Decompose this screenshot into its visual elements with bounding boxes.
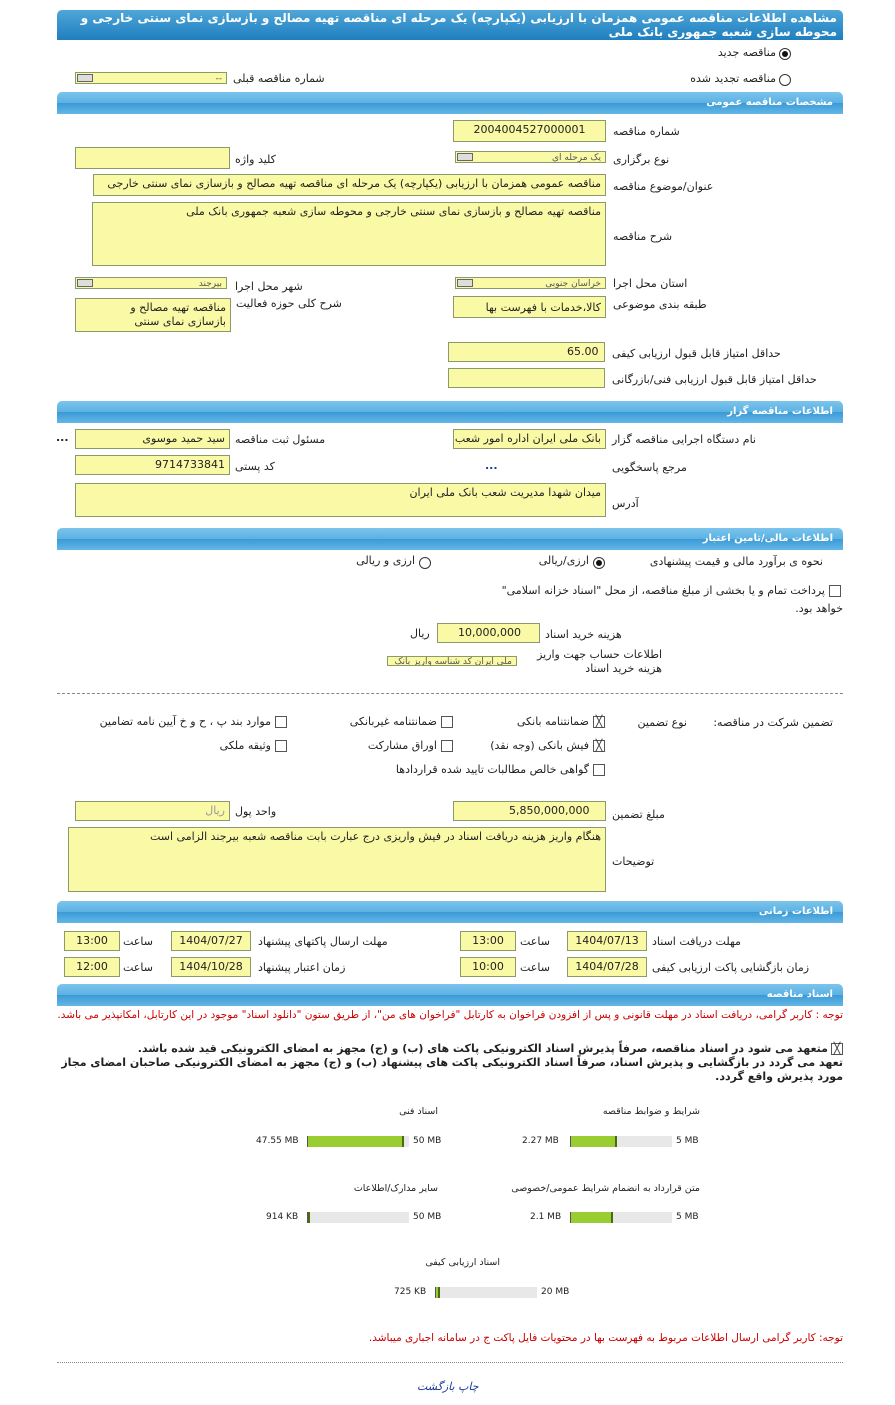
label: کلید واژه [235,153,276,166]
label: توضیحات [612,855,655,868]
label: آدرس [612,497,639,510]
radio-rial[interactable] [593,557,605,569]
commit-text-2: تعهد می گردد در بازگشایی و پذیرش اسناد، صرفاً اسناد الکترونیکی پاکت های پیشنهاد (ب) و (ج) مجهز به امضای الکترونیکی صاحبان امضای مجاز مورد پذیرش واقع گردد. [61,1056,843,1083]
g-claims-checkbox[interactable] [593,764,605,776]
label: گواهی خالص مطالبات تایید شده قراردادها [395,763,589,776]
file-size: 914 KB [266,1212,299,1222]
back-link[interactable]: بازگشت [417,1380,455,1393]
label: حداقل امتیاز قابل قبول ارزیابی فنی/بازرگانی [612,373,817,386]
file-label: متن قرارداد به انضمام شرایط عمومی/خصوصی [511,1183,700,1194]
account-select[interactable]: ملی ایران کد شناسه واریز بانک [387,656,517,666]
g-bonds-checkbox[interactable] [441,740,453,752]
guarantee-amount-field[interactable]: 5,850,000,000 [453,801,606,821]
label: پرداخت تمام و یا بخشی از مبلغ مناقصه، از محل "اسناد خزانه اسلامی" [501,584,825,597]
label: شهر محل اجرا [235,280,303,293]
radio-renewed[interactable] [779,74,791,86]
label: ارزی/ریالی [538,554,589,567]
label: مرجع پاسخگویی [612,461,687,474]
file-progress-fill [571,1136,617,1147]
subject-field[interactable]: مناقصه عمومی همزمان با ارزیابی (یکپارچه) یک مرحله ای مناقصه تهیه مصالح و بازسازی نمای سنتی خارجی [93,174,606,196]
divider [57,693,843,694]
label: هزینه خرید اسناد [545,628,622,641]
g-nonbank-checkbox[interactable] [441,716,453,728]
notes-field[interactable]: هنگام واریز هزینه دریافت اسناد در فیش واریزی درج عبارت بابت مناقصه شعبه بیرجند الزامی است [68,827,606,892]
submit-time[interactable]: 13:00 [64,931,120,951]
label: مسئول ثبت مناقصه [235,433,326,446]
file-size: 2.27 MB [522,1136,559,1146]
label: خواهد بود. [795,602,843,615]
docs-note: توجه : کاربر گرامی، دریافت اسناد در مهلت قانونی و پس از افزودن فراخوان به کارتابل "فراخوان های من"، از طریق ستون "دانلود اسناد" موجود در این کارتابل، امکانپذیر می باشد. [57,1009,843,1021]
commit-checkbox[interactable]: ╳ [831,1043,843,1055]
label: مبلغ تضمین [612,808,665,821]
file-size: 725 KB [394,1287,427,1297]
label: ساعت [520,935,550,948]
commit-text: متعهد می شود در اسناد مناقصه، صرفاً پذیرش اسناد الکترونیکی پاکت های (ب) و (ج) مجهز به امضای الکترونیکی قید شده باشد. [137,1042,828,1055]
file-label: شرایط و ضوابط مناقصه [602,1106,700,1117]
submit-date[interactable]: 1404/07/27 [171,931,251,951]
label: مهلت ارسال پاکتهای پیشنهاد [258,935,388,948]
label: شرح کلی حوزه فعالیت [236,297,342,310]
file-size: 2.1 MB [530,1212,562,1222]
file-progress-fill [436,1287,440,1298]
organizer-field[interactable]: بانک ملی ایران اداره امور شعب [453,429,606,449]
registrar-field[interactable]: سید حمید موسوی [75,429,230,449]
label: فیش بانکی (وجه نقد) [490,739,589,752]
radio-new-label: مناقصه جدید [717,46,776,59]
file-max-size: 50 MB [413,1136,442,1146]
g-other-checkbox[interactable] [275,716,287,728]
label: طبقه بندی موضوعی [613,298,707,311]
radio-renewed-label: مناقصه تجدید شده [690,72,776,85]
file-progress-bar [307,1136,409,1147]
label: ساعت [520,961,550,974]
section-general: مشخصات مناقصه عمومی [57,92,843,114]
file-progress-bar [570,1136,672,1147]
label: ضمانتنامه غیربانکی [349,715,437,728]
label: واحد پول [235,805,277,818]
label: ساعت [123,935,153,948]
file-progress-bar [307,1212,409,1223]
commit-block [45,1042,843,1084]
label: حداقل امتیاز قابل قبول ارزیابی کیفی [612,347,781,360]
prev-number-label: شماره مناقصه قبلی [233,72,325,85]
address-field[interactable]: میدان شهدا مدیریت شعب بانک ملی ایران [75,483,606,517]
label: ارزی و ریالی [356,554,415,567]
label: وثیقه ملکی [219,739,271,752]
label: شرح مناقصه [613,230,673,243]
g-property-checkbox[interactable] [275,740,287,752]
label: کد پستی [235,460,275,473]
file-max-size: 20 MB [541,1287,570,1297]
file-max-size: 5 MB [676,1136,699,1146]
label: ریال [410,627,430,640]
reference-link[interactable]: ... [485,459,498,472]
prev-number-select[interactable]: -- [75,72,227,84]
label: اوراق مشارکت [367,739,437,752]
file-progress-fill [308,1136,404,1147]
city-select[interactable]: بیرجند [75,277,227,289]
commit-line-1 [45,1042,843,1056]
file-label: اسناد ارزیابی کیفی [425,1257,500,1268]
footer-note: توجه: کاربر گرامی ارسال اطلاعات مربوط به فهرست بها در محتویات فایل پاکت ج در سامانه اجباری میباشد. [368,1332,843,1344]
activity-listbox[interactable]: مناقصه تهیه مصالح و بازسازی نمای سنتی [75,298,231,332]
min-tech-field[interactable] [448,368,605,388]
file-label: اسناد فنی [399,1106,438,1117]
g-bank-checkbox[interactable]: ╳ [593,716,605,728]
label: عنوان/موضوع مناقصه [613,180,714,193]
description-field[interactable]: مناقصه تهیه مصالح و بازسازی نمای سنتی خارجی و محوطه سازی شعبه جمهوری بانک ملی [92,202,606,266]
province-select[interactable]: خراسان جنوبی [455,277,606,289]
currency-field[interactable]: ریال [75,801,230,821]
opening-time[interactable]: 10:00 [460,957,516,977]
file-max-size: 5 MB [676,1212,699,1222]
file-progress-bar [435,1287,537,1298]
file-label: سایر مدارک/اطلاعات [353,1183,438,1194]
label: اطلاعات حساب جهت واریز هزینه خرید اسناد [537,648,662,675]
section-docs: اسناد مناقصه [57,984,843,1006]
divider [57,1362,843,1363]
label: موارد بند پ ، ح و خ آیین نامه تضامین [99,715,271,728]
label: نحوه ی برآورد مالی و قیمت پیشنهادی [649,555,823,568]
file-size: 47.55 MB [256,1136,299,1146]
validity-time[interactable]: 12:00 [64,957,120,977]
label: نوع برگزاری [613,153,670,166]
doc-receive-time[interactable]: 13:00 [460,931,516,951]
postal-code-field[interactable]: 9714733841 [75,455,230,475]
footer-links [417,1380,479,1393]
label: نام دستگاه اجرایی مناقصه گزار [612,433,756,446]
treasury-checkbox[interactable] [829,585,841,597]
label: تضمین شرکت در مناقصه: [713,716,833,729]
label: نوع تضمین [637,716,687,729]
opening-date[interactable]: 1404/07/28 [567,957,647,977]
file-progress-fill [571,1212,613,1223]
registrar-more-link[interactable]: ... [56,431,69,444]
page-title: مشاهده اطلاعات مناقصه عمومی همزمان با ارزیابی (یکپارچه) یک مرحله ای مناقصه تهیه مصالح و بازسازی نمای سنتی خارجی و محوطه سازی شعبه جمهوری بانک ملی [57,10,843,40]
holding-type-select[interactable]: یک مرحله ای [455,151,606,163]
keyword-field[interactable] [75,147,230,169]
doc-cost-field[interactable]: 10,000,000 [437,623,540,643]
label: زمان بازگشایی پاکت ارزیابی کیفی [652,961,810,974]
g-cash-checkbox[interactable]: ╳ [593,740,605,752]
label: مهلت دریافت اسناد [652,935,741,948]
file-progress-bar [570,1212,672,1223]
section-timing: اطلاعات زمانی [57,901,843,923]
label: زمان اعتبار پیشنهاد [258,961,346,974]
file-progress-fill [308,1212,310,1223]
category-field[interactable]: کالا،خدمات با فهرست بها [453,296,606,318]
label: استان محل اجرا [613,277,688,290]
label: ضمانتنامه بانکی [516,715,589,728]
file-max-size: 50 MB [413,1212,442,1222]
validity-date[interactable]: 1404/10/28 [171,957,251,977]
print-link[interactable]: چاپ [458,1380,479,1393]
section-organizer: اطلاعات مناقصه گزار [57,401,843,423]
min-quality-field[interactable]: 65.00 [448,342,605,362]
radio-currency-rial[interactable] [419,557,431,569]
radio-new[interactable] [779,48,791,60]
label: ساعت [123,961,153,974]
tender-number-field[interactable]: 2004004527000001 [453,120,606,142]
label: شماره مناقصه [613,125,680,138]
section-finance: اطلاعات مالی/تامین اعتبار [57,528,843,550]
doc-receive-date[interactable]: 1404/07/13 [567,931,647,951]
